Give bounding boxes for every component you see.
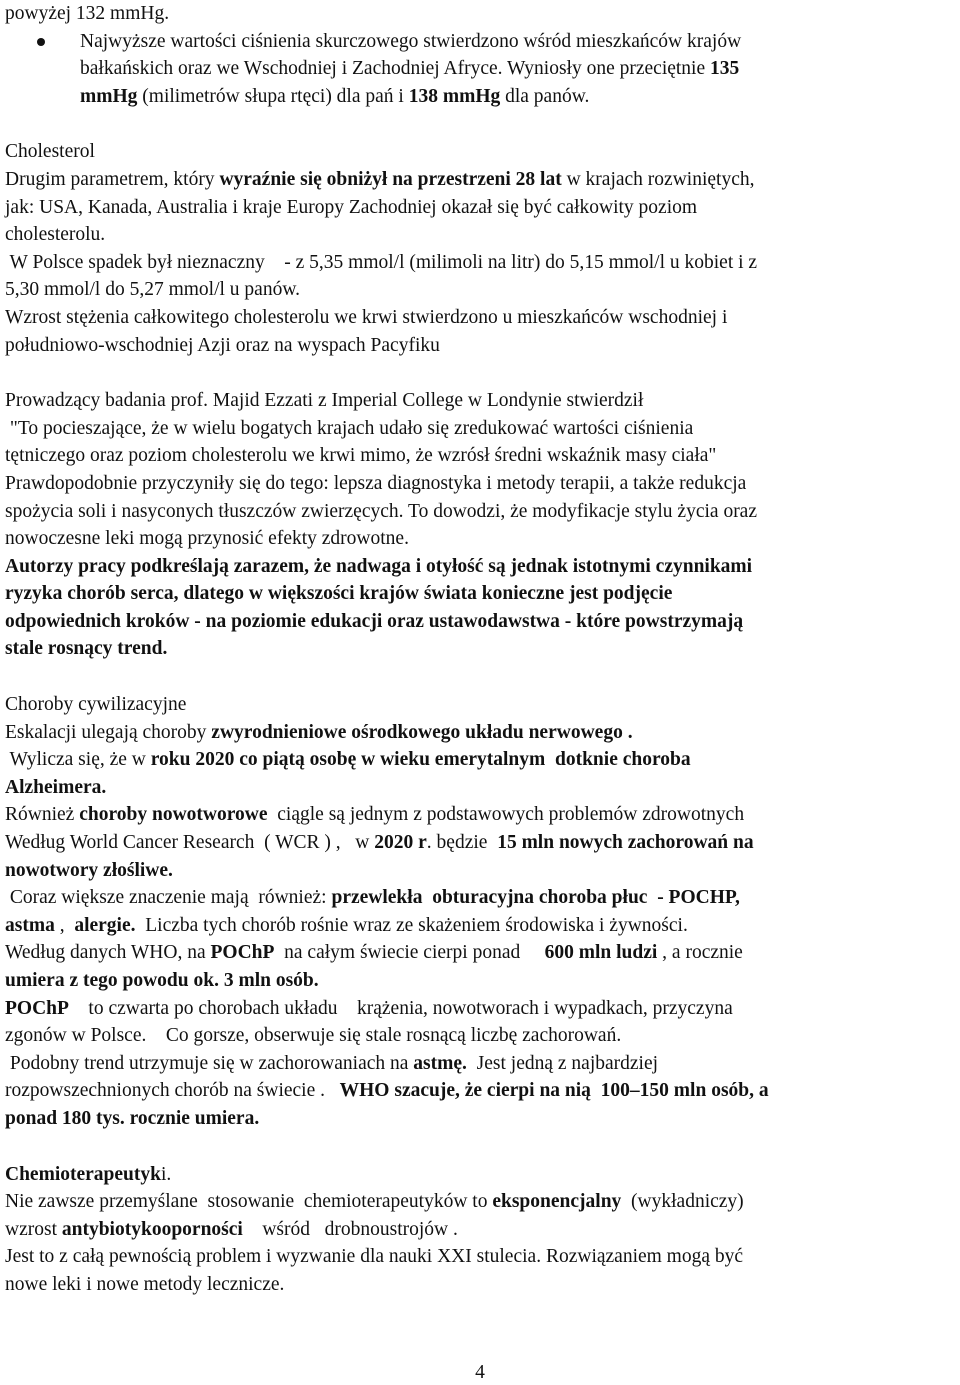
choroby-l9-c: na całym świecie cierpi ponad — [274, 942, 545, 964]
choroby-l4-a: Również — [5, 804, 80, 826]
choroby-l9-bold: 600 mln ludzi — [544, 942, 658, 964]
cholesterol-p3-line-1: Wzrost stężenia całkowitego cholesterolu we krwi stwierdzono u mieszkańców wschodniej i — [5, 306, 728, 328]
authors-bold-line-4 — [5, 635, 960, 663]
choroby-l8-sep: , — [54, 914, 75, 936]
chemio-heading-end: i. — [160, 1163, 172, 1185]
choroby-line-13 — [5, 1050, 960, 1078]
cholesterol-p1-line-2: jak: USA, Kanada, Australia i kraje Europy Zachodniej okazał się być całkowity poziom — [5, 196, 698, 218]
choroby-l4-c: ciągle są jednym z podstawowych problemów zdrowotnych — [267, 804, 745, 826]
authors-bold-line-1 — [5, 553, 960, 581]
bullet-line-2 — [80, 55, 960, 83]
choroby-l1-bold: zwyrodnieniowe ośrodkowego układu nerwowego . — [211, 721, 633, 743]
chemio-line-3: Jest to z całą pewnością problem i wyzwanie dla nauki XXI stulecia. Rozwiązaniem mogą być — [5, 1246, 744, 1268]
choroby-l2-text: Wylicza się, że w — [5, 749, 151, 771]
cholesterol-p1-bold: wyraźnie się obniżył na przestrzeni 28 lat — [219, 168, 562, 190]
choroby-l6-bold: nowotwory złośliwe. — [5, 859, 173, 881]
ezzati-line-4: Prawdopodobnie przyczyniły się do tego: lepsza diagnostyka i metody terapii, a także redukcja — [5, 472, 747, 494]
cholesterol-p1-c: w krajach rozwiniętych, — [561, 168, 755, 190]
choroby-line-3 — [5, 774, 960, 802]
chemio-line-1 — [5, 1188, 960, 1216]
choroby-l13-c: Jest jedną z najbardziej — [466, 1052, 659, 1074]
chemio-l2-c: wśród drobnoustrojów . — [242, 1218, 458, 1240]
choroby-line-9 — [5, 939, 960, 967]
choroby-line-6 — [5, 857, 960, 885]
choroby-l14-a: rozpowszechnionych chorób na świecie . — [5, 1080, 340, 1102]
choroby-line-1 — [5, 719, 960, 747]
choroby-l3-bold: Alzheimera. — [5, 776, 107, 798]
choroby-l15-bold: ponad 180 tys. rocznie umiera. — [5, 1107, 260, 1129]
choroby-l9-pochp: POChP — [210, 942, 275, 964]
heading-choroby-cywilizacyjne: Choroby cywilizacyjne — [5, 694, 187, 716]
bullet-icon — [37, 38, 45, 46]
chemio-l1-a: Nie zawsze przemyślane stosowanie chemioterapeutyków to — [5, 1191, 493, 1213]
choroby-line-11 — [5, 995, 960, 1023]
cholesterol-p3-line-2: południowo-wschodniej Azji oraz na wyspach Pacyfiku — [5, 334, 440, 356]
choroby-line-7 — [5, 884, 960, 912]
choroby-line-5 — [5, 829, 960, 857]
choroby-l1-text: Eskalacji ulegają choroby — [5, 721, 212, 743]
choroby-l7-a: Coraz większe znaczenie mają również: — [5, 887, 332, 909]
ezzati-quote-line-2: tętniczego oraz poziom cholesterolu we krwi mimo, że wzrósł średni wskaźnik masy ciała" — [5, 445, 717, 467]
chemio-line-2 — [5, 1216, 960, 1244]
bullet-value-138: 138 mmHg — [408, 85, 501, 107]
chemio-l2-a: wzrost — [5, 1218, 62, 1240]
choroby-line-8 — [5, 912, 960, 940]
bullet-line-2-text: bałkańskich oraz we Wschodniej i Zachodniej Afryce. Wyniosły one przeciętnie — [80, 58, 706, 80]
choroby-l4-bold: choroby nowotworowe — [79, 804, 268, 826]
choroby-line-4 — [5, 801, 960, 829]
choroby-l7-bold: przewlekła obturacyjna choroba płuc - POCHP, — [331, 887, 740, 909]
authors-bold-3: odpowiednich kroków - na poziomie edukacji oraz ustawodawstwa - które powstrzymają — [5, 610, 744, 632]
chemio-l1-bold: eksponencjalny — [492, 1191, 622, 1213]
authors-bold-line-3 — [5, 608, 960, 636]
chemio-line-4: nowe leki i nowe metody lecznicze. — [5, 1273, 285, 1295]
bullet-value-135: 135 — [710, 58, 740, 80]
bullet-line-3 — [80, 83, 960, 111]
bullet-item-blood-pressure — [5, 28, 960, 111]
choroby-l9-e: , a rocznie — [657, 942, 743, 964]
choroby-l8-allergy: alergie. — [74, 914, 136, 936]
intro-text: powyżej 132 mmHg. — [5, 3, 170, 24]
cholesterol-p1-line-1 — [5, 166, 960, 194]
page-number: 4 — [475, 1362, 485, 1383]
choroby-l14-bold: WHO szacuje, że cierpi na nią 100–150 mln osób, a — [339, 1080, 769, 1102]
ezzati-quote-line-1: "To pocieszające, że w wielu bogatych krajach udało się zredukować wartości ciśnienia — [5, 417, 694, 439]
choroby-l13-a: Podobny trend utrzymuje się w zachorowaniach na — [5, 1052, 414, 1074]
choroby-l5-bold-year: 2020 r — [374, 832, 427, 854]
cholesterol-p2-line-2: 5,30 mmol/l do 5,27 mmol/l u panów. — [5, 279, 301, 301]
heading-cholesterol: Cholesterol — [5, 141, 95, 163]
choroby-line-14 — [5, 1077, 960, 1105]
intro-line — [5, 0, 960, 28]
bullet-line-3-text: (milimetrów słupa rtęci) dla pań i — [137, 85, 409, 107]
heading-chemioterapeutyki — [5, 1161, 960, 1189]
choroby-line-15 — [5, 1105, 960, 1133]
ezzati-line-5: spożycia soli i nasyconych tłuszczów zwierzęcych. To dowodzi, że modyfikacje stylu życia oraz — [5, 500, 757, 522]
chemio-l1-c: (wykładniczy) — [621, 1191, 744, 1213]
cholesterol-p2-line-1: W Polsce spadek był nieznaczny - z 5,35 mmol/l (milimoli na litr) do 5,15 mmol/l u kobiet i z — [5, 251, 758, 273]
cholesterol-p1-a: Drugim parametrem, który — [5, 168, 220, 190]
bullet-line-1: Najwyższe wartości ciśnienia skurczowego stwierdzono wśród mieszkańców krajów — [80, 30, 742, 52]
choroby-l11-b: to czwarta po chorobach układu krążenia, nowotworach i wypadkach, przyczyna — [68, 997, 733, 1019]
authors-bold-1: Autorzy pracy podkreślają zarazem, że nadwaga i otyłość są jednak istotnymi czynnikami — [5, 555, 753, 577]
choroby-l5-c: . będzie — [426, 832, 498, 854]
chemio-heading-bold: Chemioterapeutyk — [5, 1163, 161, 1185]
chemio-l2-bold: antybiotykooporności — [61, 1218, 243, 1240]
bullet-unit-mmhg: mmHg — [80, 85, 138, 107]
authors-bold-2: ryzyka chorób serca, dlatego w większości krajów świata konieczne jest podjęcie — [5, 583, 673, 605]
ezzati-line-1: Prowadzący badania prof. Majid Ezzati z Imperial College w Londynie stwierdził — [5, 390, 644, 412]
choroby-l9-a: Według danych WHO, na — [5, 942, 211, 964]
authors-bold-4: stale rosnący trend. — [5, 638, 168, 660]
choroby-l13-bold: astmę. — [413, 1052, 467, 1074]
choroby-l2-bold: roku 2020 co piątą osobę w wieku emerytalnym dotknie choroba — [150, 749, 691, 771]
bullet-line-3-end: dla panów. — [500, 85, 590, 107]
choroby-l5-a: Według World Cancer Research ( WCR ) , w — [5, 832, 375, 854]
choroby-l10-bold: umiera z tego powodu ok. 3 mln osób. — [5, 970, 319, 991]
choroby-l8-asthma: astma — [5, 914, 55, 936]
choroby-line-10 — [5, 967, 960, 995]
choroby-l11-pochp: POChP — [5, 997, 69, 1019]
document-page — [5, 0, 960, 1299]
choroby-line-2 — [5, 746, 960, 774]
ezzati-line-6: nowoczesne leki mogą przynosić efekty zdrowotne. — [5, 528, 409, 550]
choroby-line-12: zgonów w Polsce. Co gorsze, obserwuje się stale rosnącą liczbę zachorowań. — [5, 1025, 622, 1047]
authors-bold-line-2 — [5, 580, 960, 608]
choroby-l5-bold: 15 mln nowych zachorowań na — [497, 832, 754, 854]
choroby-l8-d: Liczba tych chorób rośnie wraz ze skażeniem środowiska i żywności. — [135, 914, 688, 936]
cholesterol-p1-line-3: cholesterolu. — [5, 224, 106, 246]
